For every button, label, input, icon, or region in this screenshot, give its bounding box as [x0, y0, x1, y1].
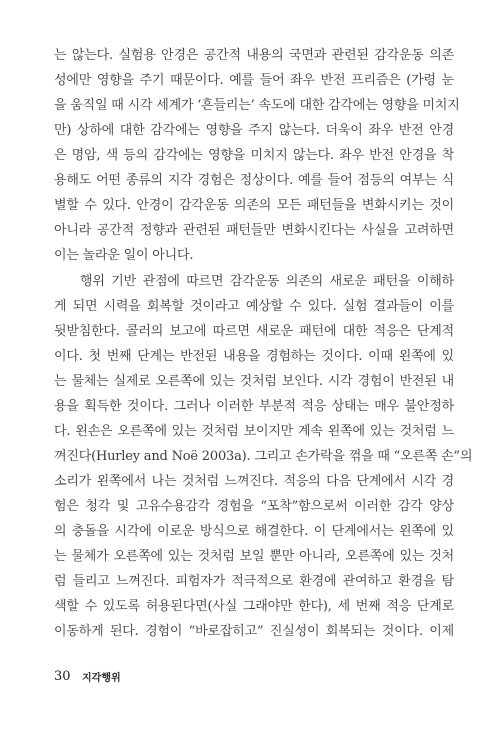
running-head: 지각행위: [82, 673, 121, 684]
paragraph-2-line-14: 색할 수 있도록 허용된다면(사실 그래야만 한다), 세 번째 적응 단계로: [54, 599, 454, 614]
paragraph-1-line-7: 별할 수 있다. 안경이 감각운동 의존의 모든 패턴들을 변화시키는 것이: [54, 198, 454, 213]
paragraph-1-line-1: 는 않는다. 실험용 안경은 공간적 내용의 국면과 관련된 감각운동 의존: [54, 48, 454, 63]
paragraph-2-line-8: 껴진다(Hurley and Noë 2003a). 그리고 손가락을 꺾을 때 “오른쪽 손”의: [54, 449, 473, 464]
page-number: 30: [54, 669, 71, 684]
page-footer: [54, 667, 121, 685]
paragraph-2-line-9: 소리가 왼쪽에서 나는 것처럼 느껴진다. 적응의 다음 단계에서 시각 경: [54, 474, 454, 489]
paragraph-2-line-5: 는 물체는 실제로 오른쪽에 있는 것처럼 보인다. 시각 경험이 반전된 내: [54, 374, 454, 389]
paragraph-2-line-6: 용을 획득한 것이다. 그러나 이러한 부분적 적응 상태는 매우 불안정하: [54, 399, 454, 414]
paragraph-1-line-9: 이는 놀라운 일이 아니다.: [54, 248, 194, 263]
paragraph-1-line-8: 아니라 공간적 정향과 관련된 패턴들만 변화시킨다는 사실을 고려하면: [54, 223, 454, 238]
paragraph-1-line-6: 용해도 어떤 종류의 지각 경험은 정상이다. 예를 들어 점등의 여부는 식: [54, 173, 454, 188]
paragraph-2-line-13: 럼 들리고 느껴진다. 피험자가 적극적으로 환경에 관여하고 환경을 탐: [54, 574, 454, 589]
paragraph-2-line-3: 뒷받침한다. 콜러의 보고에 따르면 새로운 패턴에 대한 적응은 단계적: [54, 324, 454, 339]
paragraph-2-line-11: 의 충돌을 시각에 이로운 방식으로 해결한다. 이 단계에서는 왼쪽에 있: [54, 524, 454, 539]
paragraph-2-line-10: 험은 청각 및 고유수용감각 경험을 “포착”함으로써 이러한 감각 양상: [54, 499, 454, 514]
paragraph-1-line-4: 만) 상하에 대한 감각에는 영향을 주지 않는다. 더욱이 좌우 반전 안경: [54, 123, 454, 138]
paragraph-2-line-4: 이다. 첫 번째 단계는 반전된 내용을 경험하는 것이다. 이때 왼쪽에 있: [54, 349, 454, 364]
paragraph-1-line-5: 은 명암, 색 등의 감각에는 영향을 미치지 않는다. 좌우 반전 안경을 착: [54, 148, 454, 163]
paragraph-2-line-15: 이동하게 된다. 경험이 “바로잡히고” 진실성이 회복되는 것이다. 이제: [54, 624, 454, 639]
paragraph-2-line-2: 게 되면 시력을 회복할 것이라고 예상할 수 있다. 실험 결과들이 이를: [54, 299, 454, 314]
paragraph-2-line-1: 행위 기반 관점에 따르면 감각운동 의존의 새로운 패턴을 이해하: [80, 274, 454, 289]
paragraph-1-line-3: 을 움직일 때 시각 세계가 ‘흔들리는’ 속도에 대한 감각에는 영향을 미치지: [54, 98, 460, 113]
paragraph-2-line-12: 는 물체가 오른쪽에 있는 것처럼 보일 뿐만 아니라, 오른쪽에 있는 것처: [54, 549, 454, 564]
paragraph-1-line-2: 성에만 영향을 주기 때문이다. 예를 들어 좌우 반전 프리즘은 (가령 눈: [54, 73, 454, 88]
paragraph-2-line-7: 다. 왼손은 오른쪽에 있는 것처럼 보이지만 계속 왼쪽에 있는 것처럼 느: [54, 424, 454, 439]
